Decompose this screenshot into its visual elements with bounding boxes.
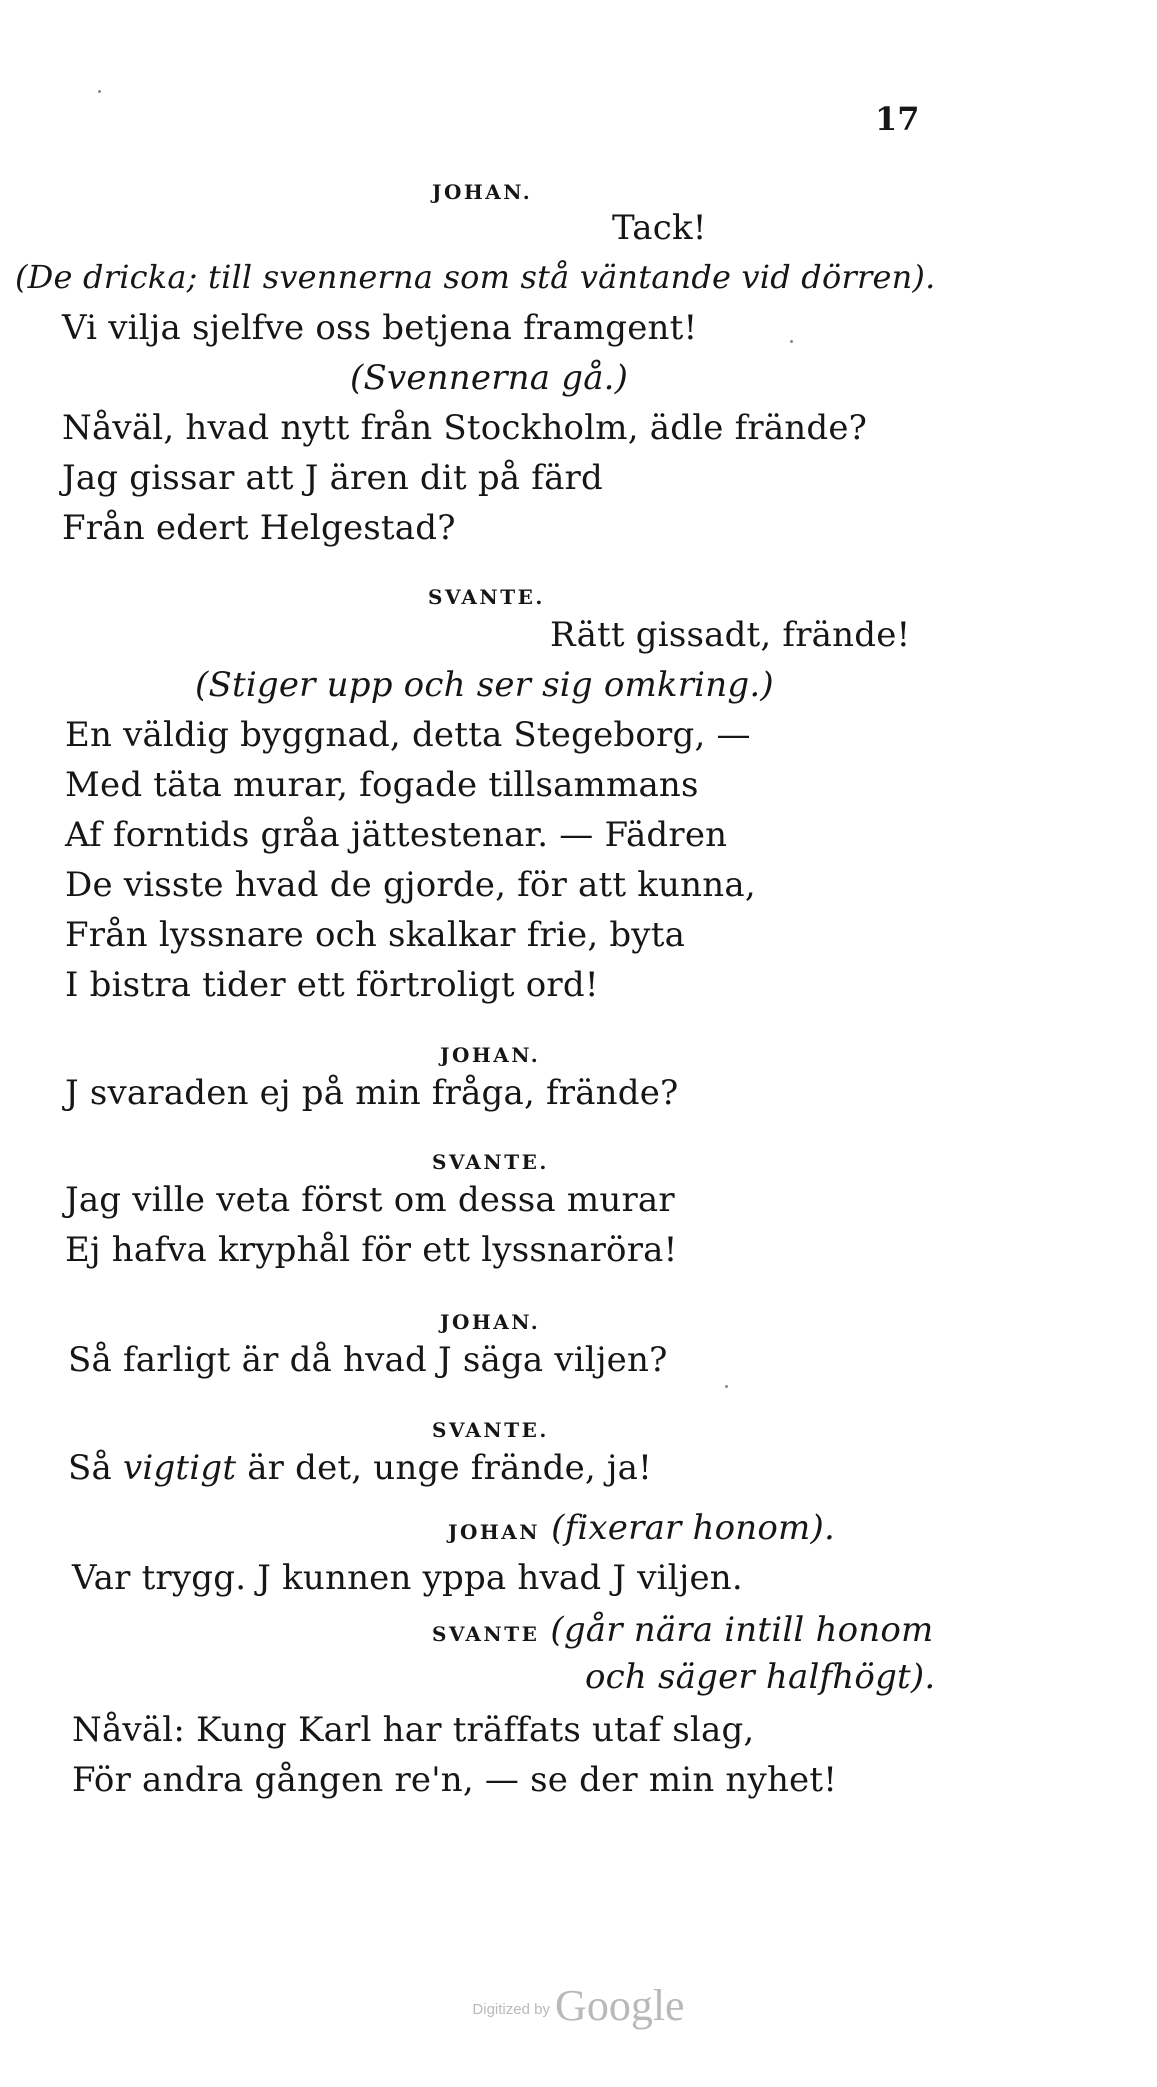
line-text: Så	[68, 1448, 123, 1488]
dialogue-line: Rätt gissadt, frände!	[550, 615, 911, 655]
speaker-svante: SVANTE	[432, 1622, 540, 1646]
stage-direction: (fixerar honom).	[551, 1508, 835, 1548]
dialogue-line	[68, 1448, 652, 1488]
scan-speck	[790, 340, 793, 343]
dialogue-line: J svaraden ej på min fråga, frände?	[65, 1073, 679, 1113]
dialogue-line: De visste hvad de gjorde, för att kunna,	[65, 865, 756, 905]
dialogue-line: Nåväl: Kung Karl har träffats utaf slag,	[72, 1710, 755, 1750]
dialogue-line: Ej hafva kryphål för ett lyssnaröra!	[65, 1230, 678, 1270]
speaker-johan: JOHAN.	[440, 1310, 541, 1334]
speaker-johan: JOHAN.	[432, 180, 533, 204]
page-number: 17	[875, 100, 920, 138]
stage-direction: (Stiger upp och ser sig omkring.)	[195, 665, 774, 705]
dialogue-line: Från edert Helgestad?	[62, 508, 456, 548]
dialogue-line: Var trygg. J kunnen yppa hvad J viljen.	[72, 1558, 743, 1598]
speaker-johan: JOHAN.	[440, 1043, 541, 1067]
dialogue-line: Tack!	[612, 208, 707, 248]
dialogue-line: Af forntids gråa jättestenar. — Fädren	[65, 815, 728, 855]
stage-direction: (Svennerna gå.)	[350, 358, 629, 398]
stage-direction: och säger halfhögt).	[585, 1657, 936, 1697]
scan-speck	[98, 90, 101, 93]
emphasis-text: vigtigt	[122, 1448, 237, 1488]
speaker-with-direction	[448, 1508, 835, 1548]
stage-direction: (De dricka; till svennerna som stå väntande vid dörren).	[15, 258, 936, 296]
dialogue-line: Jag ville veta först om dessa murar	[65, 1180, 675, 1220]
digitized-footer	[0, 1980, 1157, 2031]
stage-direction: (går nära intill honom	[550, 1610, 934, 1650]
dialogue-line: För andra gången re'n, — se der min nyhet!	[72, 1760, 838, 1800]
dialogue-line: Nåväl, hvad nytt från Stockholm, ädle frände?	[62, 408, 868, 448]
dialogue-line: Med täta murar, fogade tillsammans	[65, 765, 699, 805]
dialogue-line: Så farligt är då hvad J säga viljen?	[68, 1340, 668, 1380]
google-logo: Google	[555, 1981, 685, 2030]
speaker-svante: SVANTE.	[428, 585, 545, 609]
speaker-johan: JOHAN	[448, 1520, 541, 1544]
digitized-label: Digitized by	[472, 2001, 550, 2018]
dialogue-line: En väldig byggnad, detta Stegeborg, —	[65, 715, 751, 755]
speaker-svante: SVANTE.	[432, 1418, 549, 1442]
speaker-svante: SVANTE.	[432, 1150, 549, 1174]
dialogue-line: Jag gissar att J ären dit på färd	[62, 458, 603, 498]
dialogue-line: Från lyssnare och skalkar frie, byta	[65, 915, 686, 955]
scan-speck	[725, 1385, 728, 1388]
dialogue-line: Vi vilja sjelfve oss betjena framgent!	[62, 308, 698, 348]
speaker-with-direction	[432, 1610, 933, 1650]
line-text: är det, unge frände, ja!	[236, 1448, 652, 1488]
dialogue-line: I bistra tider ett förtroligt ord!	[65, 965, 599, 1005]
